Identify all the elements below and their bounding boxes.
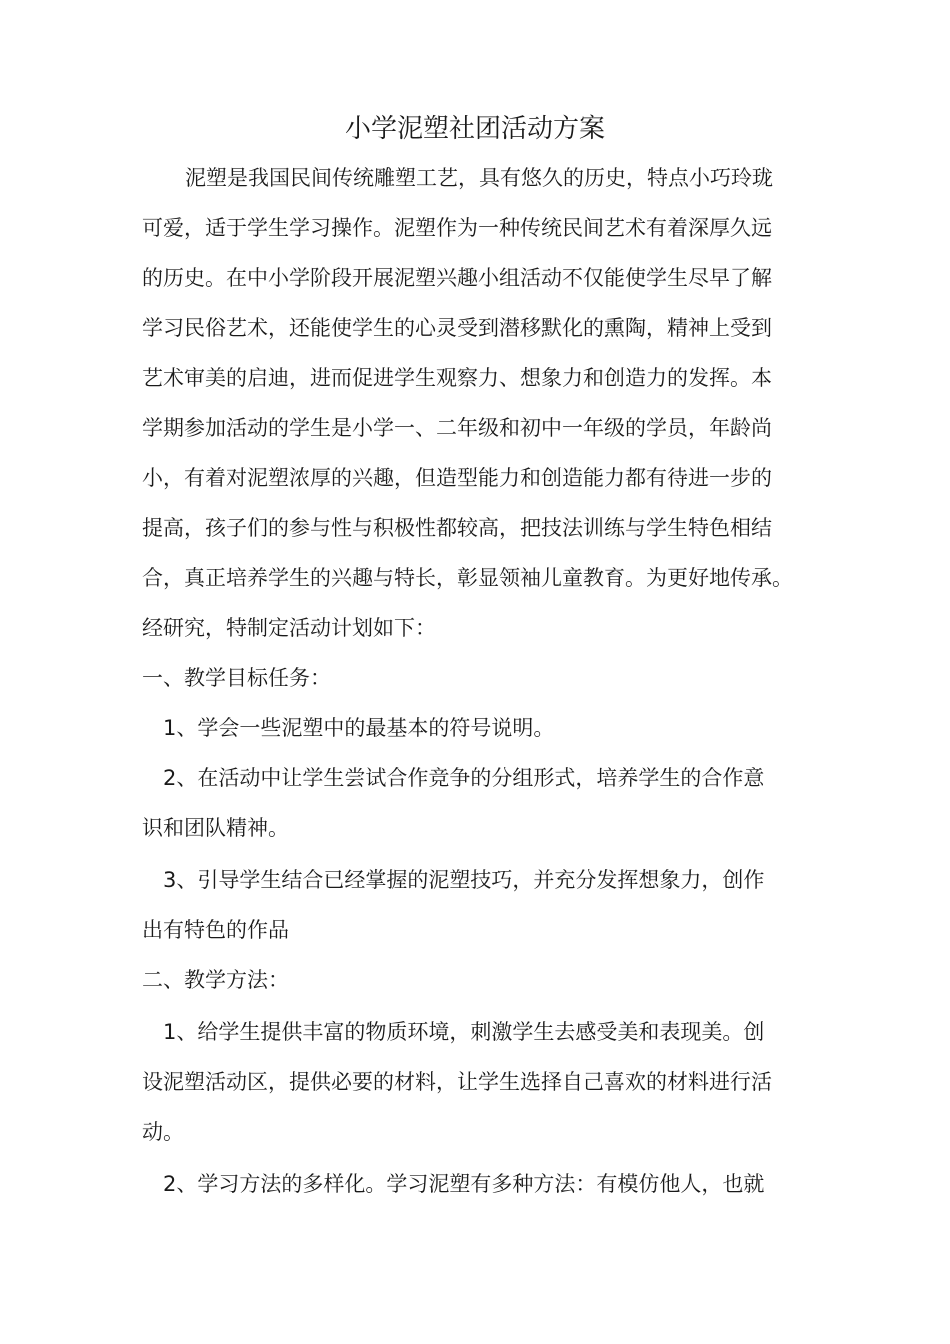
- intro-line-1: 泥塑是我国民间传统雕塑工艺，具有悠久的历史，特点小巧玲珑: [185, 166, 773, 190]
- section2-item1-line2: 设泥塑活动区，提供必要的材料，让学生选择自己喜欢的材料进行活: [142, 1070, 772, 1094]
- intro-line-2: 可爱，适于学生学习操作。泥塑作为一种传统民间艺术有着深厚久远: [142, 216, 772, 240]
- intro-line-8: 提高，孩子们的参与性与积极性都较高，把技法训练与学生特色相结: [142, 516, 772, 540]
- intro-line-7: 小，有着对泥塑浓厚的兴趣，但造型能力和创造能力都有待进一步的: [142, 466, 772, 490]
- section1-heading: 一、教学目标任务：: [142, 666, 331, 690]
- intro-line-10: 经研究，特制定活动计划如下：: [142, 616, 436, 640]
- section2-heading: 二、教学方法：: [142, 968, 289, 992]
- intro-line-4: 学习民俗艺术，还能使学生的心灵受到潜移默化的熏陶，精神上受到: [142, 316, 772, 340]
- intro-line-9: 合，真正培养学生的兴趣与特长，彰显领袖儿童教育。为更好地传承。: [142, 566, 793, 590]
- section2-item1-line1: 1、给学生提供丰富的物质环境，刺激学生去感受美和表现美。创: [163, 1020, 765, 1044]
- document-title: 小学泥塑社团活动方案: [344, 114, 605, 144]
- section1-item2-line1: 2、在活动中让学生尝试合作竞争的分组形式，培养学生的合作意: [163, 766, 765, 790]
- intro-line-3: 的历史。在中小学阶段开展泥塑兴趣小组活动不仅能使学生尽早了解: [142, 266, 772, 290]
- section1-item1: 1、学会一些泥塑中的最基本的符号说明。: [163, 716, 555, 740]
- intro-line-5: 艺术审美的启迪，进而促进学生观察力、想象力和创造力的发挥。本: [142, 366, 772, 390]
- section1-item3-line2: 出有特色的作品: [142, 918, 289, 942]
- section2-item1-line3: 动。: [142, 1120, 184, 1144]
- section2-item2-line1: 2、学习方法的多样化。学习泥塑有多种方法：有模仿他人，也就: [163, 1172, 765, 1196]
- section1-item2-line2: 识和团队精神。: [142, 816, 289, 840]
- intro-line-6: 学期参加活动的学生是小学一、二年级和初中一年级的学员，年龄尚: [142, 416, 772, 440]
- section1-item3-line1: 3、引导学生结合已经掌握的泥塑技巧，并充分发挥想象力，创作: [163, 868, 765, 892]
